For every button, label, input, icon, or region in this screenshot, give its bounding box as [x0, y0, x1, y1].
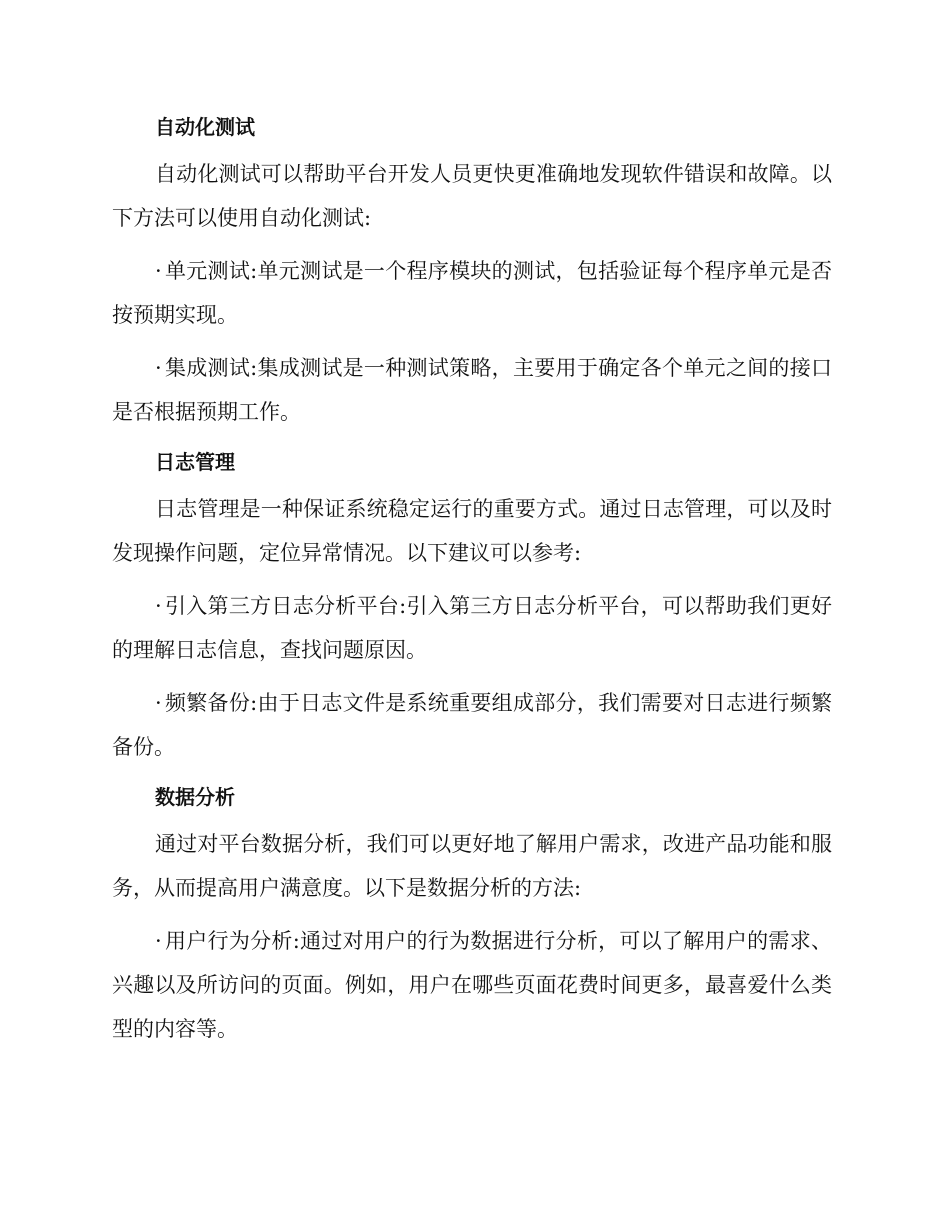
section-automated-testing — [112, 108, 832, 434]
section-heading: 自动化测试 — [155, 115, 255, 139]
bullet-item — [112, 346, 832, 434]
section-intro: 自动化测试可以帮助平台开发人员更快更准确地发现软件错误和故障。以下方法可以使用自动化测试: — [112, 162, 832, 230]
section-intro: 日志管理是一种保证系统稳定运行的重要方式。通过日志管理，可以及时发现操作问题，定位异常情况。以下建议可以参考: — [112, 497, 832, 565]
bullet-item — [112, 919, 832, 1051]
bullet-item — [112, 584, 832, 672]
bullet-dot: · — [155, 356, 162, 380]
bullet-item — [112, 249, 832, 337]
bullet-text: 频繁备份:由于日志文件是系统重要组成部分，我们需要对日志进行频繁备份。 — [112, 691, 832, 759]
section-log-management — [112, 443, 832, 769]
bullet-text: 用户行为分析:通过对用户的行为数据进行分析，可以了解用户的需求、兴趣以及所访问的页面。例如，用户在哪些页面花费时间更多，最喜爱什么类型的内容等。 — [112, 929, 832, 1041]
section-heading: 数据分析 — [155, 785, 235, 809]
bullet-text: 单元测试:单元测试是一个程序模块的测试，包括验证每个程序单元是否按预期实现。 — [112, 259, 832, 327]
bullet-dot: · — [155, 259, 162, 283]
bullet-text: 引入第三方日志分析平台:引入第三方日志分析平台，可以帮助我们更好的理解日志信息，查找问题原因。 — [112, 594, 832, 662]
bullet-text: 集成测试:集成测试是一种测试策略，主要用于确定各个单元之间的接口是否根据预期工作。 — [112, 356, 832, 424]
section-heading: 日志管理 — [155, 450, 235, 474]
bullet-item — [112, 681, 832, 769]
bullet-dot: · — [155, 929, 162, 953]
section-data-analysis — [112, 778, 832, 1051]
section-intro: 通过对平台数据分析，我们可以更好地了解用户需求，改进产品功能和服务，从而提高用户满意度。以下是数据分析的方法: — [112, 832, 832, 900]
bullet-dot: · — [155, 691, 162, 715]
bullet-dot: · — [155, 594, 162, 618]
